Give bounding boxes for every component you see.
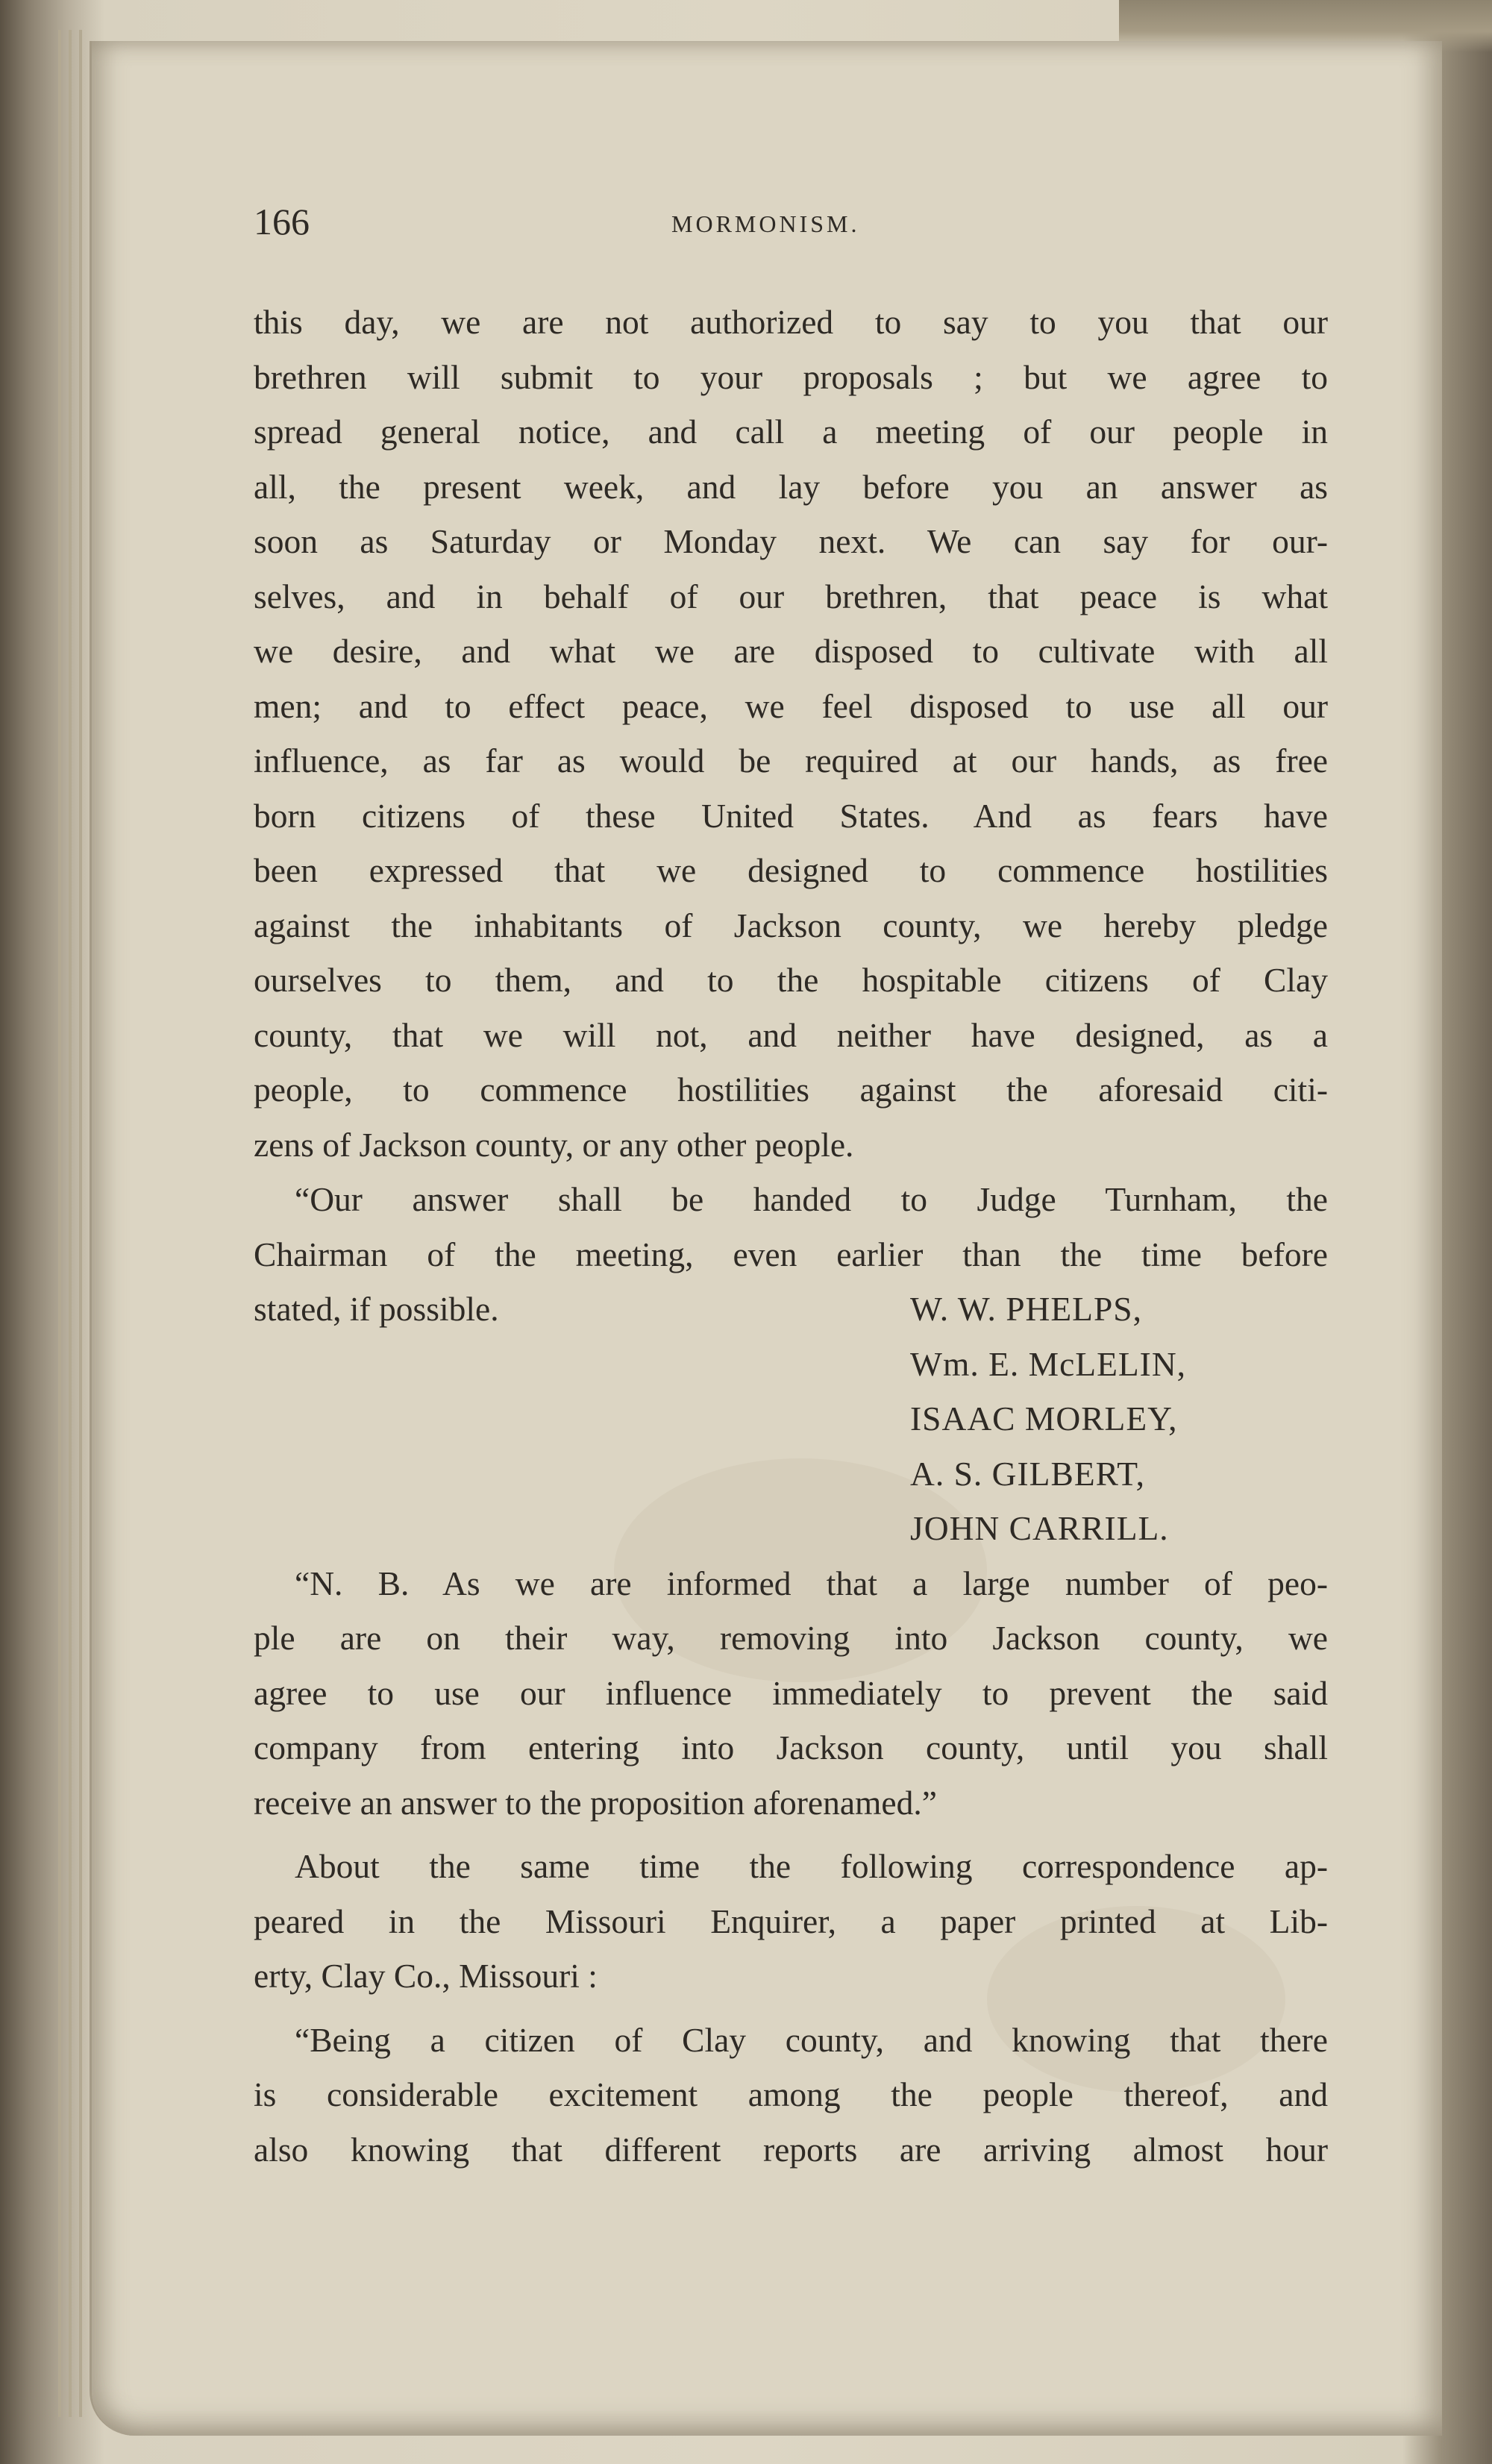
text-line: erty, Clay Co., Missouri :	[254, 1957, 598, 1995]
text-line: peared in the Missouri Enquirer, a paper printed at Lib-	[254, 1902, 1328, 1940]
text-line: “Being a citizen of Clay county, and knowing that there	[295, 2020, 1328, 2059]
paragraph-gap	[254, 1830, 1328, 1839]
signature-name: W. W. PHELPS,	[910, 1290, 1142, 1328]
text-line: “Our answer shall be handed to Judge Turnham, the	[295, 1180, 1328, 1218]
page-body	[254, 295, 1328, 2177]
running-head: MORMONISM.	[671, 210, 860, 237]
text-line: brethren will submit to your proposals ; but we agree to	[254, 357, 1328, 396]
text-line: spread general notice, and call a meeting of our people in	[254, 413, 1328, 451]
text-line: this day, we are not authorized to say to you that our	[254, 303, 1328, 341]
text-line: is considerable excitement among the people thereof, and	[254, 2075, 1328, 2113]
signature-name: JOHN CARRILL.	[910, 1509, 1169, 1547]
page-edge-stack	[79, 30, 82, 2417]
text-line: been expressed that we designed to commence hostilities	[254, 851, 1328, 889]
text-line: against the inhabitants of Jackson county, we hereby pledge	[254, 906, 1328, 944]
text-line: county, that we will not, and neither have designed, as a	[254, 1015, 1328, 1054]
paragraph-gap	[254, 2004, 1328, 2013]
signature-row	[254, 1337, 1328, 1392]
text-line: ple are on their way, removing into Jackson county, we	[254, 1619, 1328, 1657]
page-edge-stack	[69, 30, 72, 2417]
text-line: people, to commence hostilities against the aforesaid citi-	[254, 1070, 1328, 1109]
text-line: all, the present week, and lay before you an answer as	[254, 467, 1328, 506]
page-number: 166	[254, 201, 310, 242]
text-line: agree to use our influence immediately to prevent the said	[254, 1673, 1328, 1712]
signature-row	[254, 1501, 1328, 1556]
text-line: soon as Saturday or Monday next. We can say for our-	[254, 522, 1328, 560]
text-line: influence, as far as would be required at our hands, as free	[254, 742, 1328, 780]
signature-row	[254, 1446, 1328, 1502]
text-line: About the same time the following correspondence ap-	[295, 1847, 1328, 1885]
text-line: “N. B. As we are informed that a large number of peo-	[295, 1564, 1328, 1602]
signature-name: Wm. E. McLELIN,	[910, 1344, 1187, 1383]
signature-name: ISAAC MORLEY,	[910, 1399, 1178, 1438]
text-line: men; and to effect peace, we feel disposed to use all our	[254, 686, 1328, 725]
signature-name: A. S. GILBERT,	[910, 1454, 1146, 1493]
text-line: zens of Jackson county, or any other people.	[254, 1125, 854, 1164]
text-line: we desire, and what we are disposed to cultivate with all	[254, 632, 1328, 670]
text-line: ourselves to them, and to the hospitable citizens of Clay	[254, 961, 1328, 999]
text-line: stated, if possible.	[254, 1290, 499, 1328]
text-line: company from entering into Jackson county, until you shall	[254, 1728, 1328, 1767]
text-line: selves, and in behalf of our brethren, that peace is what	[254, 577, 1328, 615]
text-line: born citizens of these United States. And as fears have	[254, 796, 1328, 835]
page-edge-stack	[58, 30, 61, 2417]
text-line: also knowing that different reports are arriving almost hour	[254, 2130, 1328, 2169]
text-line: receive an answer to the proposition aforenamed.”	[254, 1783, 937, 1822]
signature-row	[254, 1391, 1328, 1446]
signature-row	[254, 1282, 1328, 1337]
page-header	[254, 200, 1328, 267]
text-line: Chairman of the meeting, even earlier than the time before	[254, 1235, 1328, 1273]
